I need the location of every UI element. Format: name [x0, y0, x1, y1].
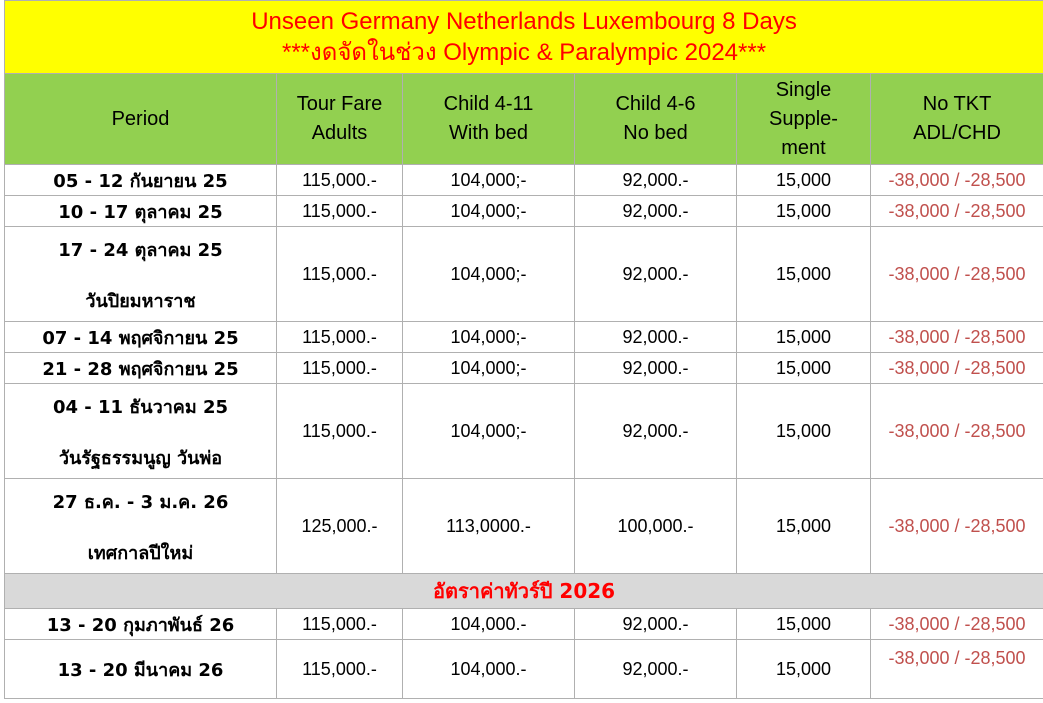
child-bed-cell: 104,000.-	[403, 609, 575, 640]
table-row	[5, 165, 1043, 196]
adult-fare-cell: 115,000.-	[277, 353, 403, 384]
header-period: Period	[5, 74, 277, 165]
child-nobed-cell: 100,000.-	[575, 479, 737, 574]
no-ticket-cell: -38,000 / -28,500	[871, 165, 1043, 196]
child-nobed-cell: 92,000.-	[575, 227, 737, 322]
single-supplement-cell: 15,000	[737, 165, 871, 196]
table-row	[5, 479, 1043, 574]
table-row	[5, 322, 1043, 353]
no-ticket-cell: -38,000 / -28,500	[871, 609, 1043, 640]
adult-fare-cell: 115,000.-	[277, 640, 403, 699]
table-row	[5, 384, 1043, 479]
period-holiday-note: วันรัฐธรรมนูญ วันพ่อ	[58, 448, 223, 469]
table-row	[5, 640, 1043, 699]
child-bed-cell: 104,000;-	[403, 227, 575, 322]
child-nobed-cell: 92,000.-	[575, 640, 737, 699]
table-row	[5, 609, 1043, 640]
adult-fare-cell: 125,000.-	[277, 479, 403, 574]
adult-fare-cell: 115,000.-	[277, 384, 403, 479]
period-holiday-note: เทศกาลปีใหม่	[87, 543, 194, 564]
single-supplement-cell: 15,000	[737, 353, 871, 384]
section-header-2026: อัตราค่าทัวร์ปี 2026	[5, 574, 1043, 609]
title-line-1: Unseen Germany Netherlands Luxembourg 8 Days	[251, 8, 797, 35]
single-supplement-cell: 15,000	[737, 227, 871, 322]
period-cell: 13 - 20 กุมภาพันธ์ 26	[5, 609, 277, 640]
price-table	[4, 0, 1043, 699]
child-bed-cell: 104,000;-	[403, 165, 575, 196]
child-nobed-cell: 92,000.-	[575, 196, 737, 227]
single-supplement-cell: 15,000	[737, 609, 871, 640]
header-child-with-bed: Child 4-11 With bed	[403, 74, 575, 165]
period-cell	[5, 479, 277, 574]
period-cell: 05 - 12 กันยายน 25	[5, 165, 277, 196]
period-cell	[5, 227, 277, 322]
no-ticket-cell: -38,000 / -28,500	[871, 196, 1043, 227]
table-row	[5, 227, 1043, 322]
child-nobed-cell: 92,000.-	[575, 353, 737, 384]
child-bed-cell: 104,000;-	[403, 384, 575, 479]
no-ticket-cell: -38,000 / -28,500	[871, 479, 1043, 574]
child-bed-cell: 104,000;-	[403, 353, 575, 384]
child-bed-cell: 104,000.-	[403, 640, 575, 699]
single-supplement-cell: 15,000	[737, 196, 871, 227]
header-child-no-bed: Child 4-6 No bed	[575, 74, 737, 165]
no-ticket-cell: -38,000 / -28,500	[871, 353, 1043, 384]
period-cell: 07 - 14 พฤศจิกายน 25	[5, 322, 277, 353]
header-row	[5, 74, 1043, 165]
single-supplement-cell: 15,000	[737, 640, 871, 699]
child-nobed-cell: 92,000.-	[575, 384, 737, 479]
no-ticket-cell: -38,000 / -28,500	[871, 640, 1043, 699]
period-cell: 10 - 17 ตุลาคม 25	[5, 196, 277, 227]
table-title	[5, 1, 1043, 74]
period-cell: 21 - 28 พฤศจิกายน 25	[5, 353, 277, 384]
table-row	[5, 353, 1043, 384]
child-bed-cell: 104,000;-	[403, 322, 575, 353]
adult-fare-cell: 115,000.-	[277, 196, 403, 227]
table-row	[5, 196, 1043, 227]
title-line-2: ***งดจัดในช่วง Olympic & Paralympic 2024***	[282, 39, 767, 66]
adult-fare-cell: 115,000.-	[277, 227, 403, 322]
header-single-supplement: Single Supple- ment	[737, 74, 871, 165]
period-dates: 04 - 11 ธันวาคม 25	[52, 397, 229, 418]
child-nobed-cell: 92,000.-	[575, 165, 737, 196]
single-supplement-cell: 15,000	[737, 384, 871, 479]
child-bed-cell: 113,0000.-	[403, 479, 575, 574]
adult-fare-cell: 115,000.-	[277, 322, 403, 353]
single-supplement-cell: 15,000	[737, 322, 871, 353]
adult-fare-cell: 115,000.-	[277, 609, 403, 640]
period-cell	[5, 384, 277, 479]
no-ticket-cell: -38,000 / -28,500	[871, 384, 1043, 479]
no-ticket-cell: -38,000 / -28,500	[871, 322, 1043, 353]
child-nobed-cell: 92,000.-	[575, 322, 737, 353]
single-supplement-cell: 15,000	[737, 479, 871, 574]
child-nobed-cell: 92,000.-	[575, 609, 737, 640]
period-dates: 27 ธ.ค. - 3 ม.ค. 26	[52, 492, 229, 513]
no-ticket-cell: -38,000 / -28,500	[871, 227, 1043, 322]
header-no-ticket: No TKT ADL/CHD	[871, 74, 1043, 165]
header-tour-fare: Tour Fare Adults	[277, 74, 403, 165]
period-cell: 13 - 20 มีนาคม 26	[5, 640, 277, 699]
period-dates: 17 - 24 ตุลาคม 25	[58, 240, 223, 261]
child-bed-cell: 104,000;-	[403, 196, 575, 227]
adult-fare-cell: 115,000.-	[277, 165, 403, 196]
period-holiday-note: วันปิยมหาราช	[85, 291, 196, 312]
